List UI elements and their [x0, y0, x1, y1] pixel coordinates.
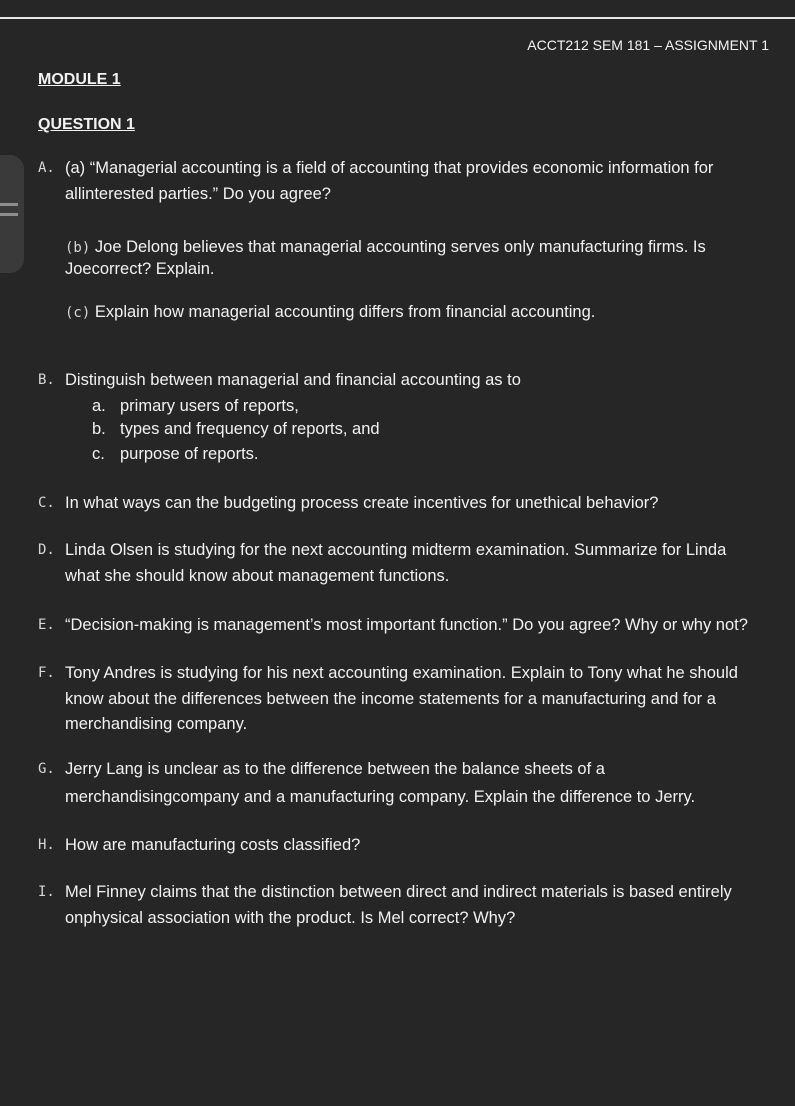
question-h-text: How are manufacturing costs classified? [65, 836, 361, 854]
question-g-text-line: Jerry Lang is unclear as to the difference between the balance sheets of a [65, 760, 605, 778]
question-a-b-line: Joecorrect? Explain. [65, 260, 215, 278]
question-g-text-line: merchandisingcompany and a manufacturing company. Explain the difference to Jerry. [65, 788, 696, 806]
question-marker: A. [38, 160, 55, 176]
sub-text: Explain how managerial accounting differs from financial accounting. [94, 303, 596, 321]
module-title: MODULE 1 [38, 71, 121, 88]
question-marker: B. [38, 372, 55, 388]
question-d-text-line: Linda Olsen is studying for the next accounting midterm examination. Summarize for Linda [65, 541, 727, 559]
question-marker: I. [38, 884, 55, 900]
question-title: QUESTION 1 [38, 116, 135, 133]
question-marker: F. [38, 665, 55, 681]
handle-line-icon [0, 213, 18, 216]
question-a-b-line [65, 237, 706, 258]
list-item-marker: c. [92, 445, 105, 463]
list-item: primary users of reports, [120, 397, 299, 415]
sub-marker: (b) [65, 240, 91, 256]
question-a-c-line [65, 302, 595, 323]
sub-marker: (c) [65, 305, 91, 321]
list-item: purpose of reports. [120, 445, 259, 463]
question-c-text: In what ways can the budgeting process create incentives for unethical behavior? [65, 494, 659, 512]
question-i-text-line: Mel Finney claims that the distinction between direct and indirect materials is based entirely [65, 883, 732, 901]
question-marker: C. [38, 495, 55, 511]
question-b-text: Distinguish between managerial and financial accounting as to [65, 371, 521, 389]
question-f-text-line: merchandising company. [65, 715, 248, 733]
page-header: ACCT212 SEM 181 – ASSIGNMENT 1 [527, 37, 769, 53]
question-marker: D. [38, 542, 55, 558]
question-e-text: “Decision-making is management’s most important function.” Do you agree? Why or why not? [65, 616, 748, 634]
question-f-text-line: Tony Andres is studying for his next accounting examination. Explain to Tony what he should [65, 664, 738, 682]
question-f-text-line: know about the differences between the income statements for a manufacturing and for a [65, 690, 716, 708]
question-a-text-line: allinterested parties.” Do you agree? [65, 185, 331, 203]
list-item-marker: b. [92, 420, 106, 438]
top-rule [0, 17, 795, 19]
question-i-text-line: onphysical association with the product. Is Mel correct? Why? [65, 909, 516, 927]
list-item: types and frequency of reports, and [120, 420, 380, 438]
question-marker: E. [38, 617, 55, 633]
handle-line-icon [0, 203, 18, 206]
list-item-marker: a. [92, 397, 106, 415]
question-d-text-line: what she should know about management functions. [65, 567, 450, 585]
question-a-text-line: (a) “Managerial accounting is a field of accounting that provides economic information for [65, 159, 714, 177]
side-panel-handle[interactable] [0, 155, 24, 273]
question-marker: H. [38, 837, 55, 853]
question-marker: G. [38, 761, 55, 777]
sub-text: Joe Delong believes that managerial accounting serves only manufacturing firms. Is [94, 238, 706, 256]
